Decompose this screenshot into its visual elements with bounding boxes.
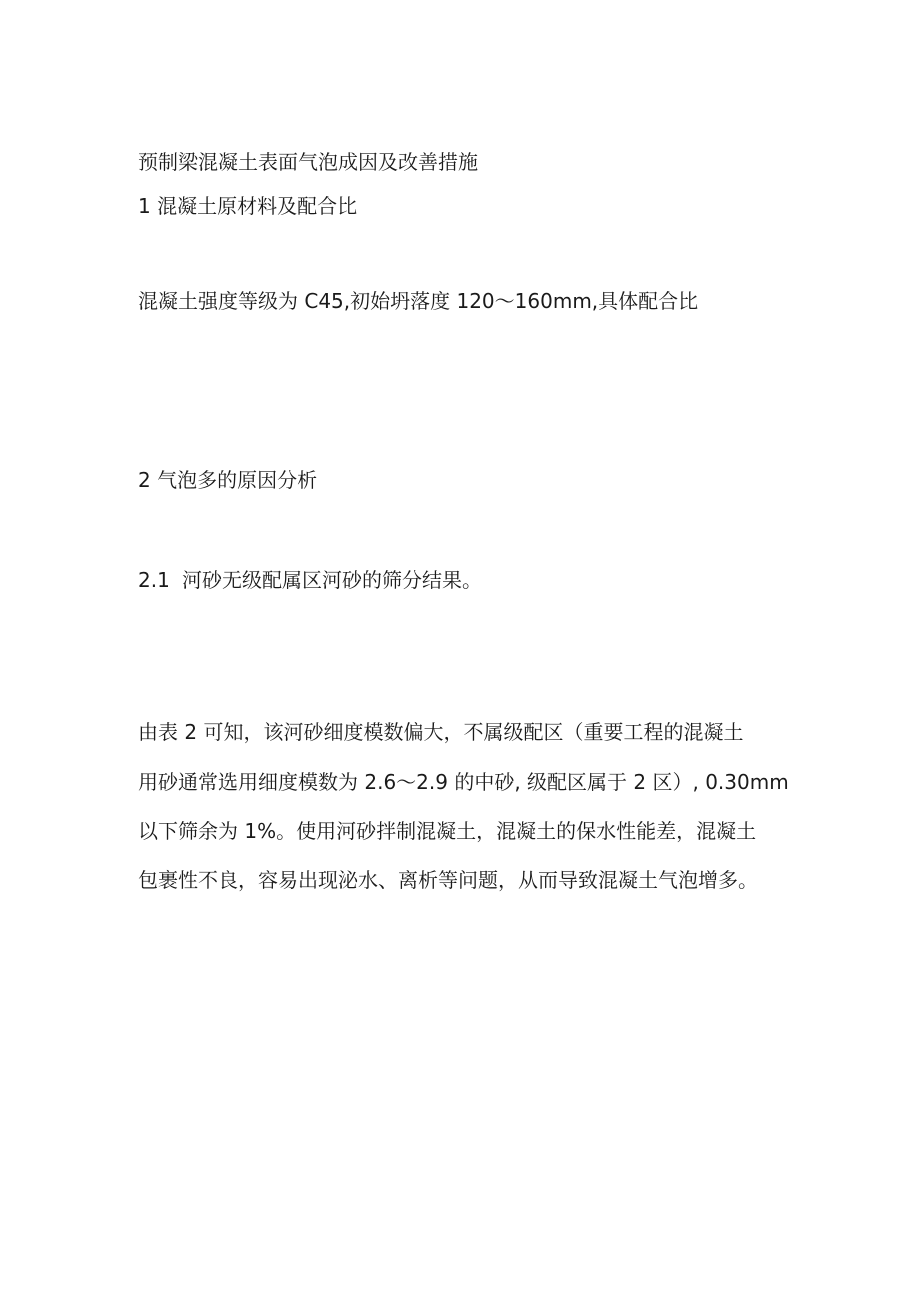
section-2-1-number: 2.1 (138, 568, 170, 592)
paragraph-line: 包裹性不良，容易出现泌水、离析等问题，从而导致混凝土气泡增多。 (138, 868, 758, 892)
section-1-heading: 1 混凝土原材料及配合比 (138, 194, 358, 218)
paragraph-line: 由表 2 可知，该河砂细度模数偏大，不属级配区（重要工程的混凝土 (138, 720, 744, 744)
section-1-text: 混凝土强度等级为 C45,初始坍落度 120～160mm,具体配合比 (138, 289, 699, 313)
section-2-1-text: 河砂无级配属区河砂的筛分结果。 (182, 568, 482, 592)
section-2-1-heading (138, 566, 482, 594)
paragraph-line: 用砂通常选用细度模数为 2.6～2.9 的中砂, 级配区属于 2 区）, 0.30mm (138, 770, 789, 794)
document-title: 预制梁混凝土表面气泡成因及改善措施 (138, 150, 478, 174)
paragraph-line: 以下筛余为 1%。使用河砂拌制混凝土，混凝土的保水性能差，混凝土 (138, 819, 757, 843)
section-2-heading: 2 气泡多的原因分析 (138, 468, 318, 492)
